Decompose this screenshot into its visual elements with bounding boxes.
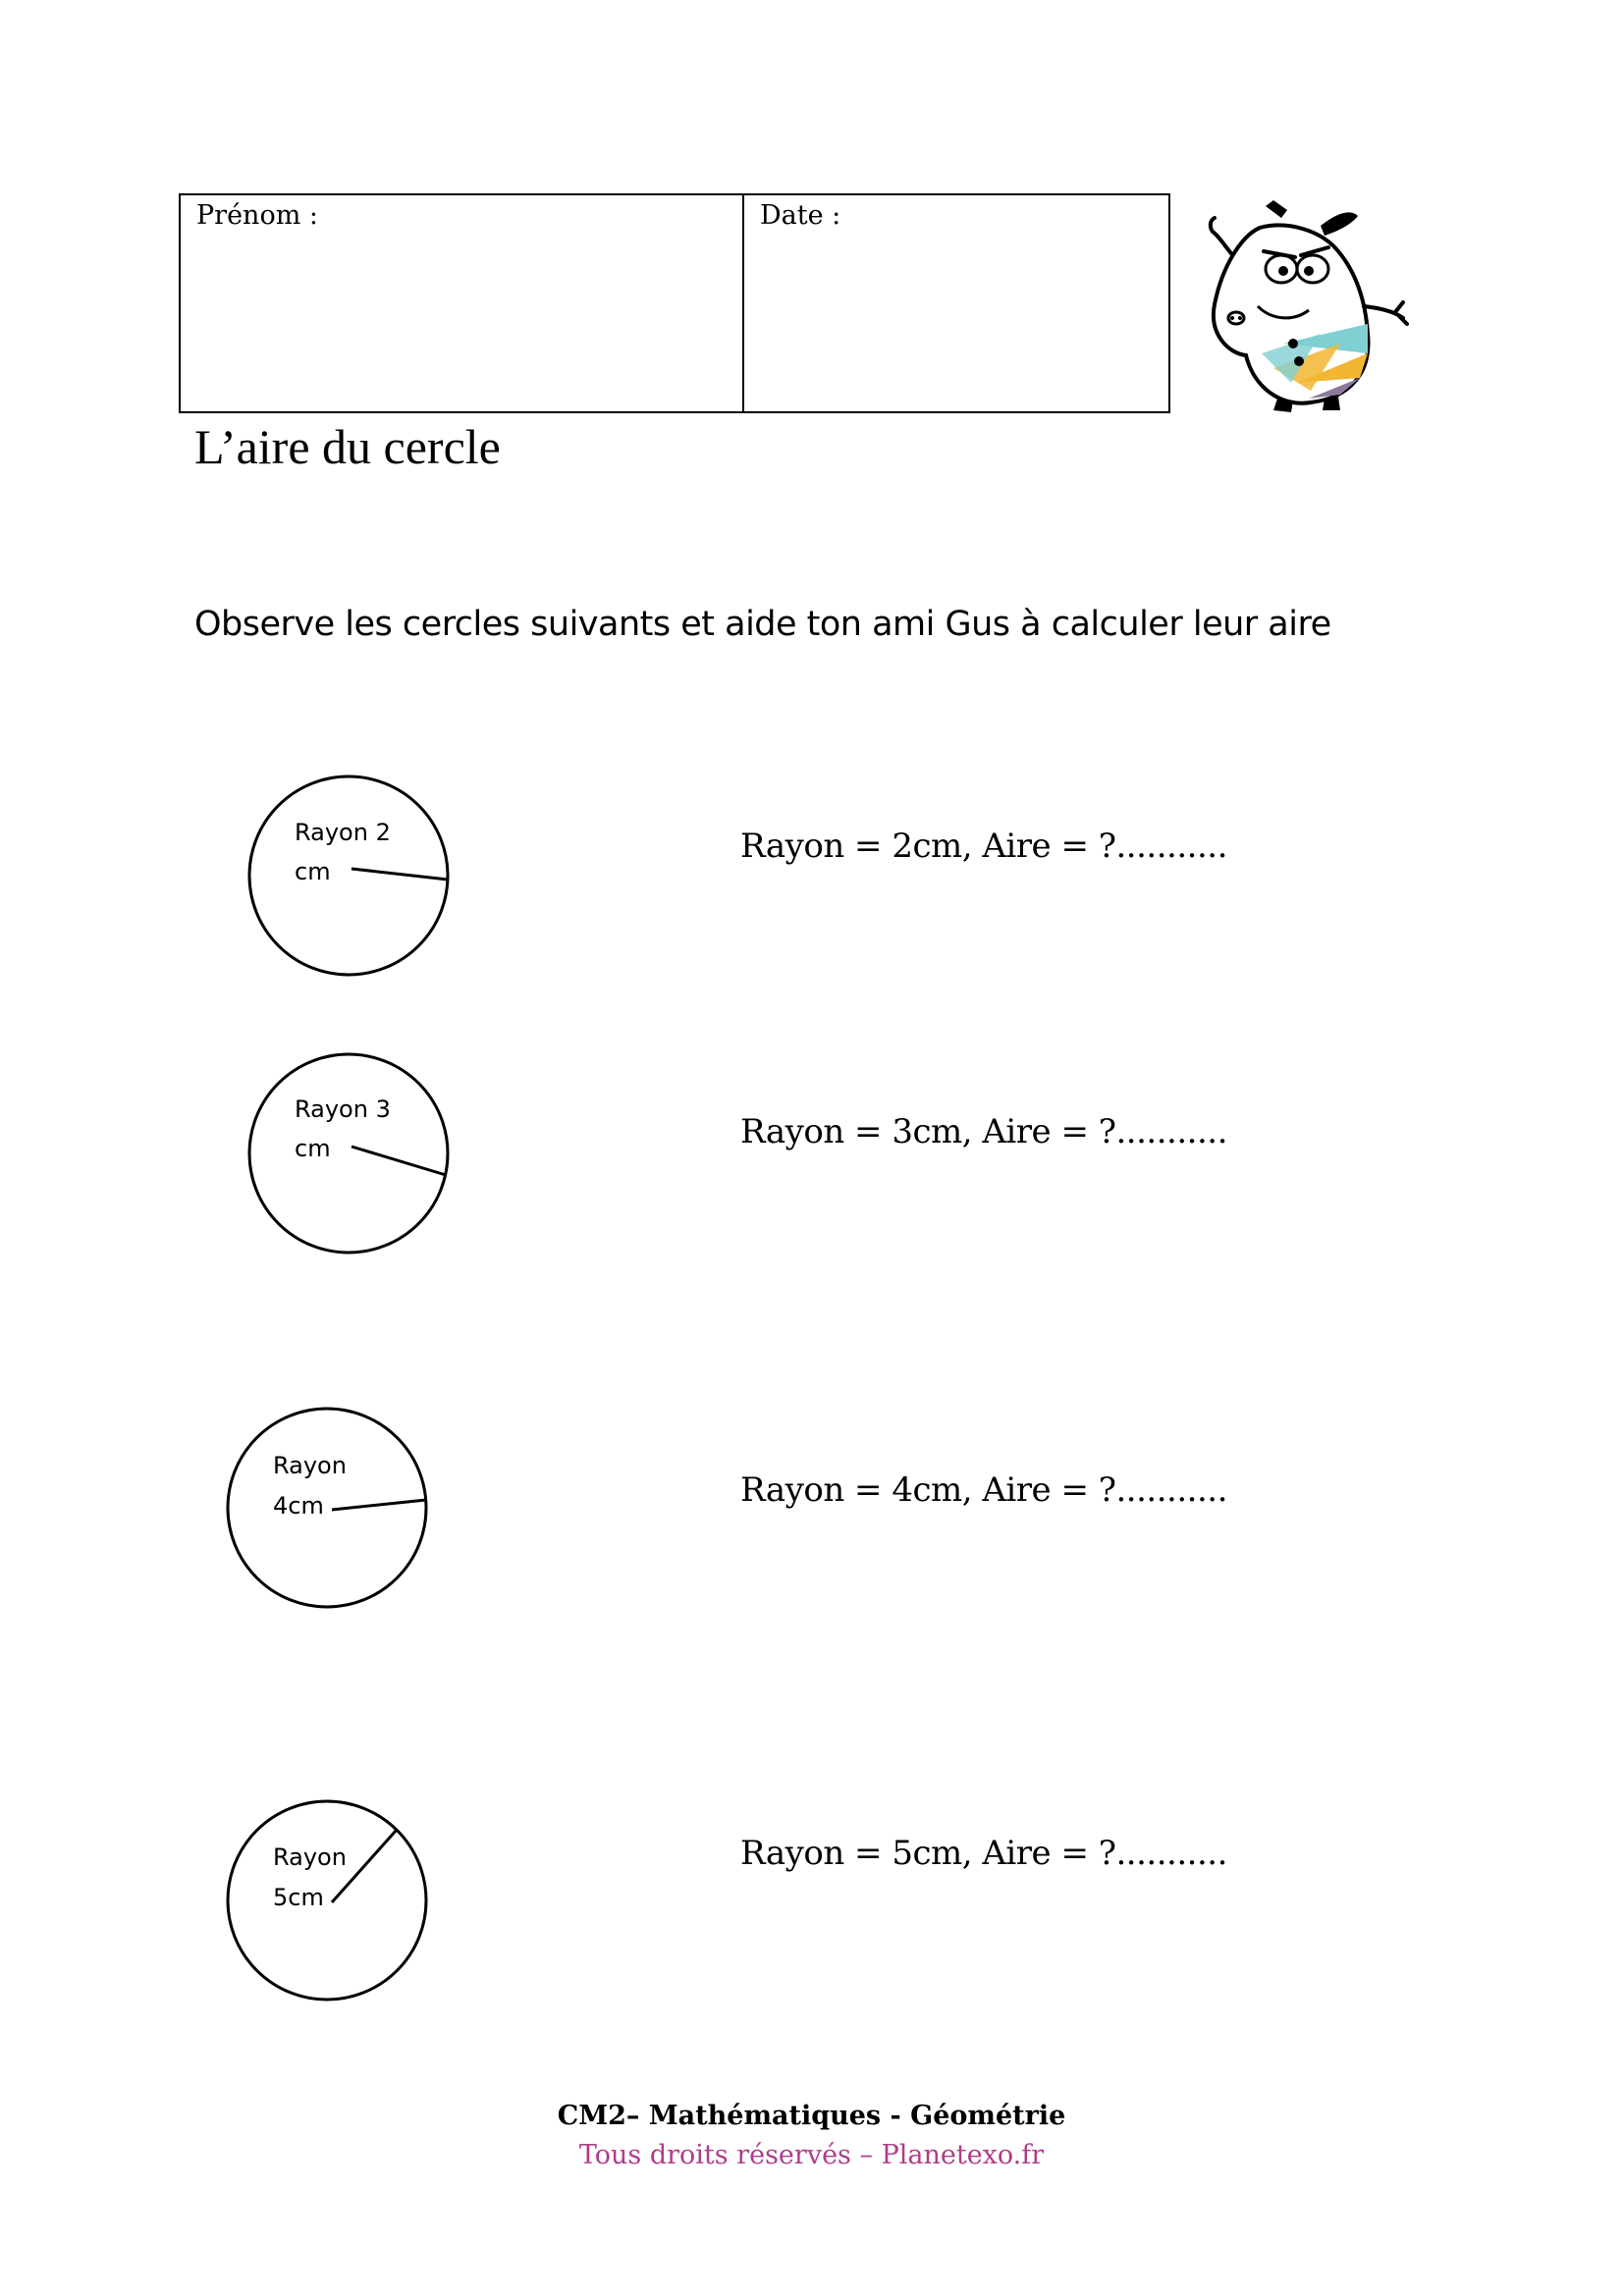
exercise-item xyxy=(0,1045,1623,1261)
circle-figure xyxy=(242,768,467,984)
instruction-text: Observe les cercles suivants et aide ton ami Gus à calculer leur aire xyxy=(194,605,1331,644)
exercise-item xyxy=(0,1792,1623,2008)
question-text: Rayon = 4cm, Aire = ?........... xyxy=(740,1470,1227,1510)
date-label: Date : xyxy=(760,200,841,231)
exercise-item xyxy=(0,1400,1623,1616)
question-text: Rayon = 3cm, Aire = ?........... xyxy=(740,1112,1227,1151)
circle-label-line2: 4cm xyxy=(273,1492,324,1520)
circle-figure xyxy=(222,1400,448,1616)
circle-label-line2: 5cm xyxy=(273,1884,324,1911)
footer-subject: CM2– Mathématiques - Géométrie xyxy=(557,2101,1066,2131)
circle-label-line1: Rayon xyxy=(273,1452,347,1479)
circle-label-line1: Rayon xyxy=(273,1843,347,1871)
date-field[interactable] xyxy=(744,195,1168,411)
circle-label-line2: cm xyxy=(295,1135,331,1162)
question-text: Rayon = 5cm, Aire = ?........... xyxy=(740,1834,1227,1873)
first-name-field[interactable] xyxy=(181,195,744,411)
circle-figure xyxy=(222,1792,448,2008)
first-name-label: Prénom : xyxy=(196,200,318,231)
circle-label-line2: cm xyxy=(295,858,331,885)
circle-label-line1: Rayon 3 xyxy=(295,1095,391,1123)
question-text: Rayon = 2cm, Aire = ?........... xyxy=(740,827,1227,866)
name-date-box xyxy=(179,193,1170,413)
exercise-item xyxy=(0,768,1623,984)
footer-copyright-link[interactable]: Tous droits réservés – Planetexo.fr xyxy=(578,2140,1045,2170)
page-title: L’aire du cercle xyxy=(194,419,501,474)
gus-sheep-mascot-icon xyxy=(1203,196,1409,414)
circle-label-line1: Rayon 2 xyxy=(295,819,391,846)
circle-figure xyxy=(242,1045,467,1261)
